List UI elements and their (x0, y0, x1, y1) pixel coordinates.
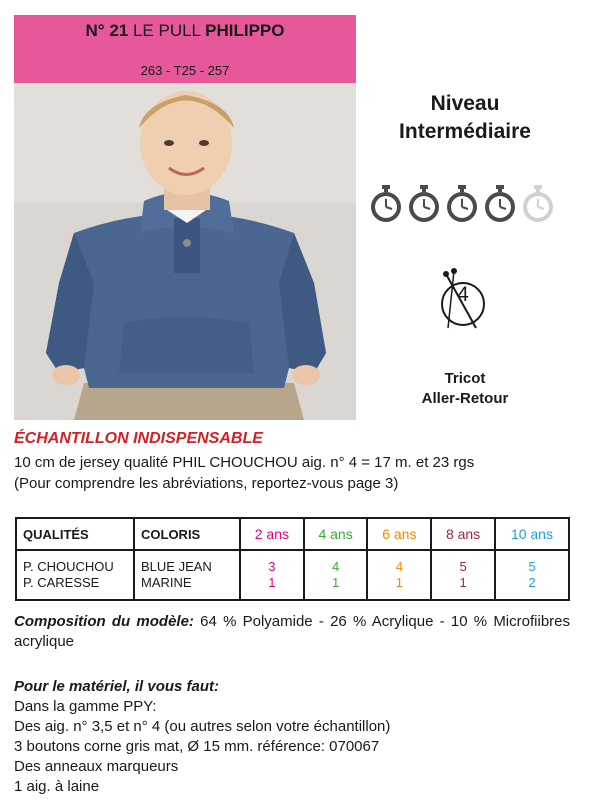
ball-count: 4 (395, 559, 403, 574)
stopwatch-icon (445, 184, 479, 224)
stopwatch-icon (407, 184, 441, 224)
ball-count: 1 (331, 575, 340, 590)
qualite-name: P. CARESSE (23, 575, 100, 590)
coloris-name: MARINE (141, 575, 192, 590)
pattern-number: N° 21 (85, 21, 129, 40)
stopwatch-icon-faded (521, 184, 555, 224)
yarn-quantities-table (15, 517, 570, 601)
child-sweater-photo (14, 83, 356, 420)
ball-count: 5 (459, 559, 467, 574)
level-label: Niveau (430, 92, 500, 115)
ball-count: 1 (268, 575, 276, 590)
size-quantity-cell (495, 550, 569, 600)
size-header: 6 ans (367, 518, 431, 550)
gauge-title: ÉCHANTILLON INDISPENSABLE (14, 430, 263, 447)
table-header-row (16, 518, 569, 550)
ball-count: 2 (528, 575, 536, 590)
size-header: 10 ans (495, 518, 569, 550)
size-header: 8 ans (431, 518, 495, 550)
size-header: 4 ans (304, 518, 368, 550)
hero-block (14, 15, 356, 420)
qualites-cell (16, 550, 134, 600)
pattern-title (14, 21, 356, 41)
composition-text: 64 % Polyamide - 26 % Acrylique - 10 % Microfiibres acrylique (14, 613, 570, 650)
table-row (16, 550, 569, 600)
size-quantity-cell (240, 550, 304, 600)
technique-type: Aller-Retour (421, 390, 509, 407)
header-coloris: COLORIS (134, 518, 240, 550)
size-quantity-cell (304, 550, 368, 600)
ball-count: 3 (268, 559, 276, 574)
materials-line: Dans la gamme PPY: (14, 698, 157, 715)
pattern-references: 263 - T25 - 257 (140, 63, 230, 78)
composition-label: Composition du modèle: (14, 613, 194, 630)
gauge-text: 10 cm de jersey qualité PHIL CHOUCHOU aig. n° 4 = 17 m. et 23 rgs (14, 454, 475, 471)
coloris-name: BLUE JEAN (141, 559, 212, 574)
materials-title: Pour le matériel, il vous faut: (14, 678, 220, 695)
ball-count: 1 (395, 575, 403, 590)
ball-count: 5 (528, 559, 536, 574)
materials-line: 1 aig. à laine (14, 778, 100, 795)
materials-line: Des anneaux marqueurs (14, 758, 179, 775)
needle-size: 4 (457, 283, 469, 306)
composition-paragraph (14, 612, 570, 652)
size-quantity-cell (431, 550, 495, 600)
materials-line: 3 boutons corne gris mat, Ø 15 mm. référence: 070067 (14, 738, 380, 755)
header-qualites: QUALITÉS (16, 518, 134, 550)
coloris-cell (134, 550, 240, 600)
pattern-title-bold: PHILIPPO (205, 21, 285, 40)
size-quantity-cell (367, 550, 431, 600)
ball-count: 4 (331, 559, 340, 574)
size-header: 2 ans (240, 518, 304, 550)
pattern-title-plain: LE PULL (132, 21, 201, 40)
qualite-name: P. CHOUCHOU (23, 559, 114, 574)
ball-count: 1 (459, 575, 467, 590)
pattern-header (14, 15, 356, 83)
difficulty-rating (369, 184, 555, 224)
stopwatch-icon (483, 184, 517, 224)
materials-line: Des aig. n° 3,5 et n° 4 (ou autres selon votre échantillon) (14, 718, 391, 735)
stopwatch-icon (369, 184, 403, 224)
technique-label: Tricot (444, 370, 486, 387)
abbreviations-note: (Pour comprendre les abréviations, reportez-vous page 3) (14, 475, 399, 492)
level-value: Intermédiaire (399, 120, 531, 143)
